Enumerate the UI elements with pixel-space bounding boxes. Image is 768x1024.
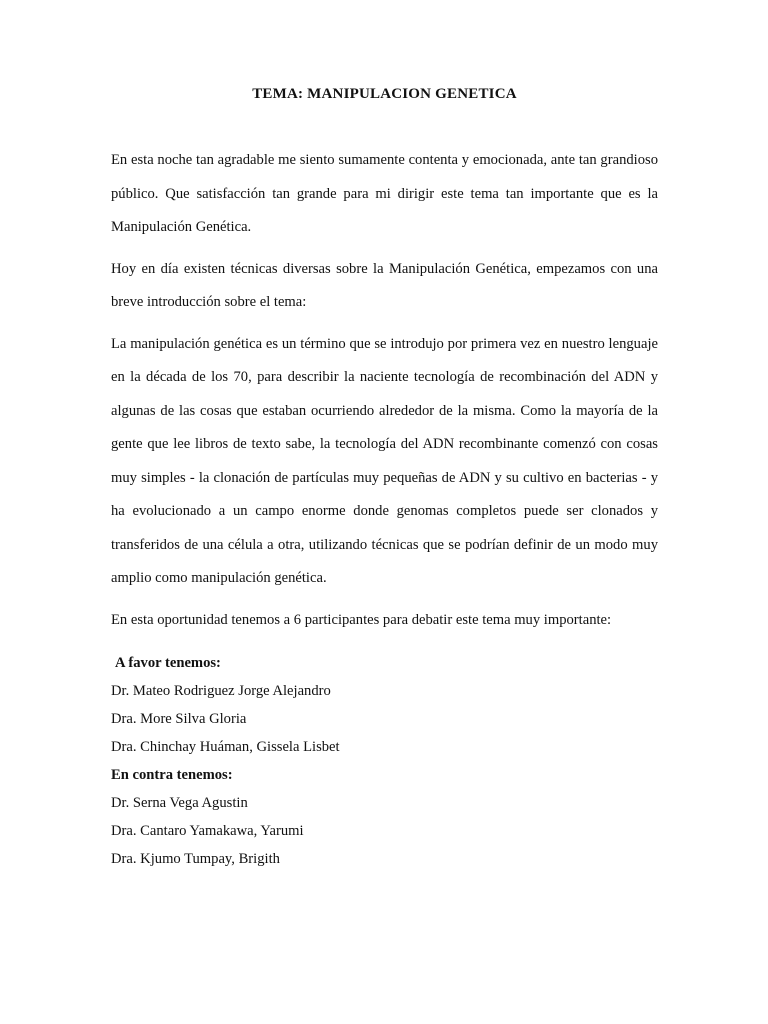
participants-list	[111, 649, 658, 873]
paragraph-intro: Hoy en día existen técnicas diversas sobre la Manipulación Genética, empezamos con una breve introducción sobre el tema:	[111, 260, 658, 310]
contra-heading: En contra tenemos:	[111, 767, 233, 783]
favor-participant: Dra. More Silva Gloria	[111, 711, 247, 727]
favor-heading: A favor tenemos:	[115, 655, 221, 671]
contra-participant: Dra. Cantaro Yamakawa, Yarumi	[111, 823, 304, 839]
contra-participant: Dra. Kjumo Tumpay, Brigith	[111, 851, 280, 867]
contra-participant: Dr. Serna Vega Agustin	[111, 795, 248, 811]
paragraph-definition: La manipulación genética es un término que se introdujo por primera vez en nuestro lenguaje en la década de los 70, para describir la naciente tecnología de recombinación del ADN y algunas de las cosas que estaban ocurriendo alrededor de la misma. Como la mayoría de la gente que lee libros de texto sabe, la tecnología del ADN recombinante comenzó con cosas muy simples - la clonación de partículas muy pequeñas de ADN y su cultivo en bacterias - y ha evolucionado a un campo enorme donde genomas completos puede ser clonados y transferidos de una célula a otra, utilizando técnicas que se podrían definir de un modo muy amplio como manipulación genética.	[111, 335, 658, 586]
paragraph-participants: En esta oportunidad tenemos a 6 participantes para debatir este tema muy importante:	[111, 611, 612, 628]
favor-participant: Dra. Chinchay Huáman, Gissela Lisbet	[111, 739, 340, 755]
document-title: TEMA: MANIPULACION GENETICA	[252, 86, 517, 102]
paragraph-greeting: En esta noche tan agradable me siento sumamente contenta y emocionada, ante tan grandioso público. Que satisfacción tan grande para mi dirigir este tema tan importante que es la Manipulación Genética.	[111, 152, 658, 235]
favor-participant: Dr. Mateo Rodriguez Jorge Alejandro	[111, 683, 331, 699]
document-page	[111, 84, 658, 873]
